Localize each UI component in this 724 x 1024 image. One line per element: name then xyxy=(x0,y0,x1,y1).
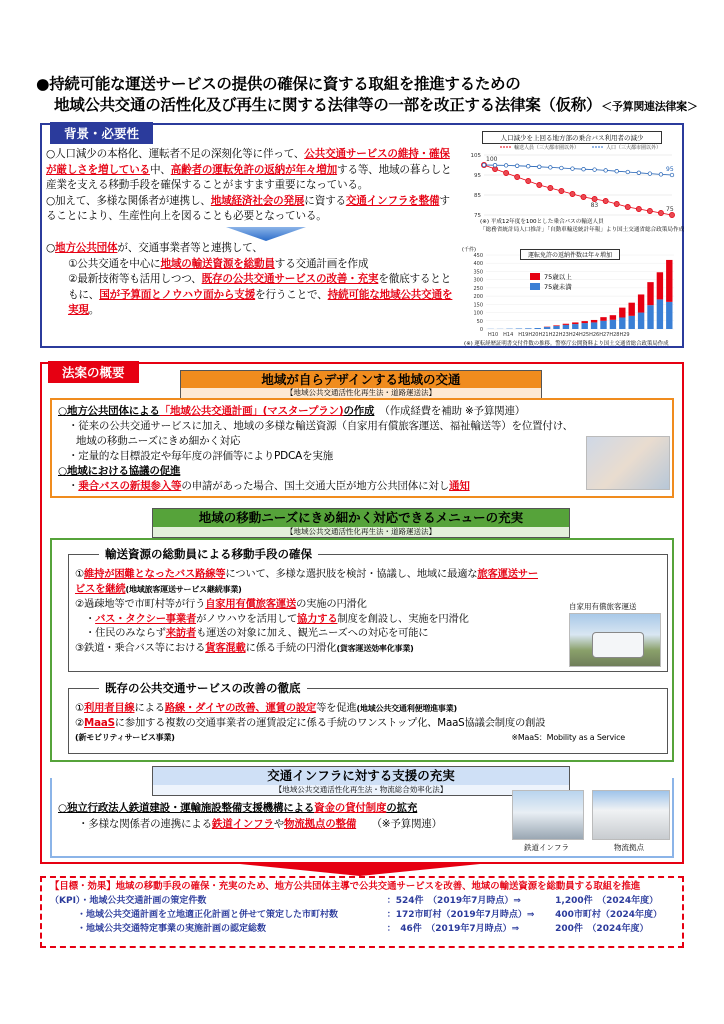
goal-row xyxy=(50,894,674,908)
chart2-bar xyxy=(563,324,569,325)
chart1-point xyxy=(647,208,652,213)
chart2-unit: (千件) xyxy=(462,247,476,253)
rail-caption: 鉄道インフラ xyxy=(524,843,569,852)
chart2-bar xyxy=(666,302,672,329)
chart1-point xyxy=(537,182,542,187)
chart1-point xyxy=(614,201,619,206)
chart2-bar xyxy=(657,299,663,329)
overview-tag: 法案の概要 xyxy=(48,361,139,383)
chart1-series-line xyxy=(484,165,672,175)
goals-heading: 【目標・効果】地域の移動手段の確保・充実のため、地方公共団体主導で公共交通サービスを改善、地域の輸送資源を総動員する取組を推進 xyxy=(50,881,641,892)
license-return-chart xyxy=(460,239,682,347)
chart2-bar xyxy=(582,321,588,323)
goal-target: 1,200件 （2024年度） xyxy=(555,896,659,906)
chart1-point xyxy=(504,164,508,168)
title-line1: ●持続可能な運送サービスの提供の確保に資する取組を推進するための xyxy=(36,75,521,93)
chart1-point xyxy=(670,173,674,177)
chart2-ytick: 50 xyxy=(476,318,483,325)
goal-target: 200件 （2024年度） xyxy=(555,924,649,934)
infra-support-box: ○独立行政法人鉄道建設・運輸施設整備支援機構による資金の貸付制度の拡充 ・多様な関係者の連携による鉄道インフラや物流拠点の整備 （※予算関連） 鉄道インフラ 物流拠点 xyxy=(50,778,674,858)
van-icon xyxy=(592,632,644,658)
chart1-point xyxy=(615,169,619,173)
chart2-bar xyxy=(610,320,616,329)
logistics-caption: 物流拠点 xyxy=(614,843,644,852)
goals-arrow-icon xyxy=(240,864,480,876)
goal-current: ：524件 （2019年7月時点）⇒ xyxy=(386,896,521,906)
chart2-bar xyxy=(657,272,663,299)
chart1-point xyxy=(526,164,530,168)
title-line2: 地域公共交通の活性化及び再生に関する法律等の一部を改正する法律案（仮称） xyxy=(54,96,602,114)
chart1-point xyxy=(581,194,586,199)
chart1-data-label: 75 xyxy=(666,206,674,213)
chart1-point xyxy=(570,191,575,196)
chart1-data-label: 95 xyxy=(666,166,674,173)
chart1-title: 人口減少を上回る地方部の乗合バス利用者の減少 xyxy=(482,131,662,144)
chart2-bar xyxy=(600,321,606,329)
chart2-bar xyxy=(638,313,644,329)
chart2-legend-swatch xyxy=(530,283,540,290)
chart1-legend-a: 輸送人員（三大都市圏以外） xyxy=(514,145,580,151)
chart1-point xyxy=(659,173,663,177)
chart2-bar xyxy=(591,322,597,329)
chart2-bar xyxy=(629,316,635,329)
background-section xyxy=(40,123,684,348)
goals-section xyxy=(40,876,684,948)
photo1-caption: 自家用有償旅客運送 xyxy=(569,602,637,611)
chart2-ytick: 0 xyxy=(479,327,483,333)
chart2-bar xyxy=(535,328,541,329)
chart2-ytick: 350 xyxy=(473,269,483,276)
chart1-data-label: 100 xyxy=(486,156,498,163)
chart1-point xyxy=(559,188,564,193)
chart2-ytick: 300 xyxy=(473,277,483,284)
goal-current: ： 46件 （2019年7月時点）⇒ xyxy=(386,924,520,934)
chart2-legend-b: 75歳未満 xyxy=(544,283,572,291)
chart1-legend-b: 人口（三大都市圏以外） xyxy=(606,145,662,151)
chart1-point xyxy=(658,210,663,215)
local-design-box: ○地方公共団体による「地域公共交通計画」(マスタープラン)の作成 （作成経費を補助 ※予算関連） ・従来の公共交通サービスに加え、地域の多様な輸送資源（自家用有償旅客運送、福祉輸送等）を位置付け、 地域の移動ニーズにきめ細かく対応 ・定量的な目標設定や毎年度の評価等によりPDCAを実施 ○地域における協議の促進 ・乗合バスの新規参入等の申請があった場合、国土交通大臣が地方公共団体に対し通知 xyxy=(50,398,674,498)
chart1-point xyxy=(625,204,630,209)
header-mobility-menu: 地域の移動ニーズにきめ細かく対応できるメニューの充実 【地域公共交通活性化再生法・道路運送法】 xyxy=(152,508,570,538)
service-improvement-title: 既存の公共交通サービスの改善の徹底 xyxy=(99,680,307,696)
chart1-point xyxy=(560,166,564,170)
chart2-bar xyxy=(619,308,625,318)
header-local-design: 地域が自らデザインする地域の交通 【地域公共交通活性化再生法・道路運送法】 xyxy=(180,370,542,398)
chart1-point xyxy=(593,168,597,172)
background-para-2: ○加えて、多様な関係者が連携し、地域経済社会の発展に資する交通インフラを整備することにより、生産性向上を図ることも必要となっている。 xyxy=(46,194,450,223)
background-para-1: ○人口減少の本格化、運転者不足の深刻化等に伴って、公共交通サービスの維持・確保が厳しさを増している中、高齢者の運転免許の返納が年々増加する等、地域の暮らしと産業を支える移動手段を確保することがますます重要になっている。 xyxy=(46,148,452,192)
chart1-point xyxy=(548,185,553,190)
chart2-bar xyxy=(638,294,644,312)
chart1-ytick: 85 xyxy=(474,193,481,199)
goal-label: ・地域公共交通特定事業の実施計画の認定総数 xyxy=(50,924,267,934)
chart2-bar xyxy=(629,303,635,316)
chart2-ytick: 450 xyxy=(473,253,483,259)
chart1-point xyxy=(482,163,486,167)
chart2-bar xyxy=(619,317,625,329)
document-title xyxy=(36,74,698,117)
chart1-point xyxy=(571,167,575,171)
chart1-point xyxy=(549,166,553,170)
chart1-point xyxy=(636,206,641,211)
rail-infra-photo xyxy=(512,790,584,840)
chart2-ytick: 250 xyxy=(473,285,483,292)
chart1-point xyxy=(515,174,520,179)
shared-van-photo xyxy=(569,613,661,667)
chart2-bar xyxy=(582,323,588,329)
chart1-point xyxy=(626,170,630,174)
chart2-bar xyxy=(647,282,653,305)
header-infra-support: 交通インフラに対する支援の充実 【地域公共交通活性化再生法・物流総合効率化法】 xyxy=(152,766,570,796)
chart2-ytick: 400 xyxy=(473,261,483,268)
chart2-bar xyxy=(647,305,653,329)
goal-row xyxy=(50,908,674,922)
chart1-point xyxy=(493,163,497,167)
chart1-point xyxy=(637,171,641,175)
goal-target: 400市町村（2024年度） xyxy=(555,910,662,920)
chart1-point xyxy=(582,167,586,171)
chart2-legend-a: 75歳以上 xyxy=(544,273,572,281)
plan-item: ○地方公共団体による「地域公共交通計画」(マスタープラン)の作成 （作成経費を補助 ※予算関連） xyxy=(58,405,526,417)
overview-section xyxy=(40,362,684,864)
consultation-item: ○地域における協議の促進 xyxy=(58,465,181,477)
chart1-point xyxy=(504,170,509,175)
chart1-ytick: 105 xyxy=(470,153,481,159)
mobility-menu-box xyxy=(50,538,674,762)
chart2-bar xyxy=(553,326,559,329)
chart2-xtick-labels: H10 H14 H19H20H21H22H23H24H25H26H27H28H29 xyxy=(488,332,630,338)
chart1-note2: 「総務省統計局人口推計」「自動車輸送統計年報」より国土交通省総合政策局作成 xyxy=(480,227,685,233)
resource-mobilization-title: 輸送資源の総動員による移動手段の確保 xyxy=(99,546,318,562)
chart2-bar xyxy=(563,325,569,329)
goal-row xyxy=(50,922,674,936)
bus-ridership-chart xyxy=(460,131,685,239)
chart1-data-label: 83 xyxy=(590,202,599,209)
chart2-bar xyxy=(610,315,616,320)
chart2-bar xyxy=(600,317,606,321)
chart2-bar xyxy=(572,324,578,329)
title-suffix: ＜予算関連法律案＞ xyxy=(601,100,698,113)
chart1-series-line xyxy=(484,165,672,215)
chart2-note: (※) 運転経歴証明書交付件数の推移。警察庁公開資料より国土交通省総合政策局作成 xyxy=(464,341,669,347)
chart2-legend-swatch xyxy=(530,273,540,280)
resource-mobilization-box: 輸送資源の総動員による移動手段の確保 ①維持が困難となったバス路線等について、多様な選択肢を検討・協議し、地域に最適な旅客運送サービスを継続(地域旅客運送サービス継続事業) ②過疎地等で市町村等が行う自家用有償旅客運送の実施の円滑化 ・バス・タクシー事業者がノウハウを活用して協力する制度を創設し、実施を円滑化 ・住民のみならず来訪者も運送の対象に加え、観光ニーズへの対応を可能に ③鉄道・乗合バス等における貨客混載に係る手続の円滑化(貨客運送効率化事業) 自家用有償旅客運送 xyxy=(68,554,668,672)
goal-current: ：172市町村（2019年7月時点）⇒ xyxy=(386,910,535,920)
chart1-point xyxy=(604,169,608,173)
goals-list xyxy=(50,894,674,936)
chart2-bar xyxy=(553,325,559,326)
service-improvement-box: 既存の公共交通サービスの改善の徹底 ①利用者目線による路線・ダイヤの改善、運賃の設定等を促進(地域公共交通利便増進事業) ②MaaSに参加する複数の交通事業者の運賃設定に係る手続のワンストップ化、MaaS協議会制度の創設 (新モビリティサービス事業) ※MaaS：Mobility as a Service xyxy=(68,688,668,754)
chart1-note1: (※) 平成12年度を100とした乗合バスの輸送人員 xyxy=(480,219,604,225)
chart1-point xyxy=(648,172,652,176)
chart1-point xyxy=(592,196,597,201)
chart2-title: 運転免許の返納件数は年々増加 xyxy=(520,249,620,260)
background-text: ○人口減少の本格化、運転者不足の深刻化等に伴って、公共交通サービスの維持・確保が厳しさを増している中、高齢者の運転免許の返納が年々増加する等、地域の暮らしと産業を支える移動手段を確保することがますます重要になっている。 ○加えて、多様な関係者が連携し、地域経済社会の発展に資する交通インフラを整備することにより、生産性向上を図ることも必要となっている。 ○地方公共団体が、交通事業者等と連携して、 ①公共交通を中心に地域の輸送資源を総動員する交通計画を作成 ②最新技術等も活用しつつ、既存の公共交通サービスの改善・充実を徹底するとともに、国が予算面とノウハウ面から支援を行うことで、持続可能な地域公共交通を実現。 xyxy=(46,147,456,319)
chart2-bar xyxy=(591,320,597,322)
chart1-point xyxy=(537,165,541,169)
chart1-point xyxy=(526,178,531,183)
chart1-point xyxy=(515,164,519,168)
chart1-point xyxy=(603,198,608,203)
background-tag: 背景・必要性 xyxy=(50,122,153,144)
chart2-bar xyxy=(666,260,672,302)
goal-label: （KPI）・地域公共交通計画の策定件数 xyxy=(50,896,207,906)
chart2-bar xyxy=(544,327,550,329)
goal-label: ・地域公共交通計画を立地適正化計画と併せて策定した市町村数 xyxy=(50,910,339,920)
chart1-ytick: 95 xyxy=(474,173,481,179)
background-para-3: ○地方公共団体が、交通事業者等と連携して、 xyxy=(46,241,263,254)
chart2-ytick: 200 xyxy=(473,294,483,301)
chart1-point xyxy=(669,212,674,217)
chart2-bar xyxy=(525,328,531,329)
community-meeting-photo xyxy=(586,436,670,490)
chart2-ytick: 100 xyxy=(473,310,483,317)
down-arrow-icon xyxy=(226,227,306,241)
chart2-ytick: 150 xyxy=(473,302,483,309)
chart2-bar xyxy=(572,322,578,324)
logistics-hub-photo xyxy=(592,790,670,840)
chart1-ytick: 75 xyxy=(474,213,481,219)
